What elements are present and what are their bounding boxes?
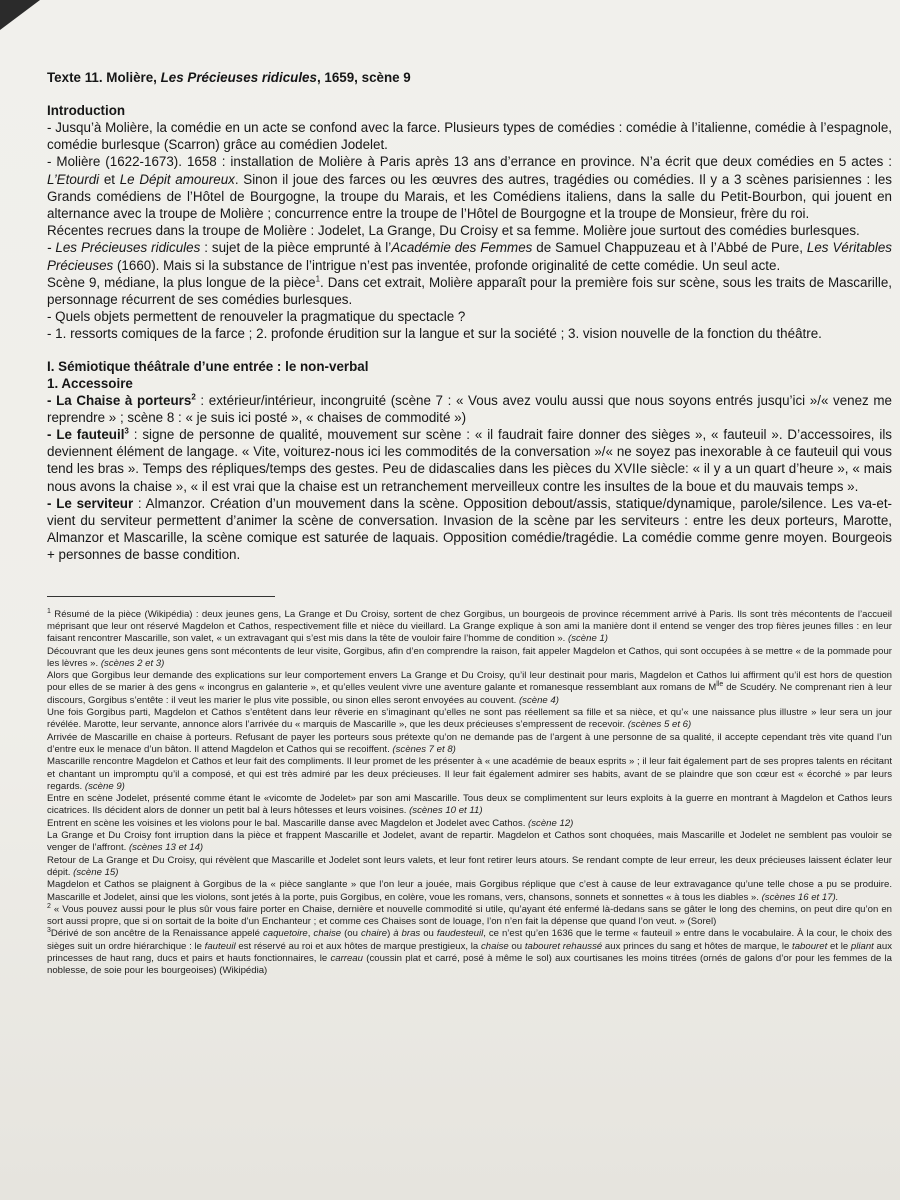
footnote-ref-1[interactable]: 1 <box>315 274 321 284</box>
footnote-2: $^2$ « Vous pouvez aussi pour le plus sûr vous faire porter en Chaise, dernière et nouvelle commodité si utile, qu’ayant été enfermé là-dedans sans se gâter le long des chemins, on peut dire qu’on en sort aussi propre, que si on sortait de la boite d’un Enchanteur ; et comme ces Chaises sont de louage, l’on n’en fait la dépense que quand l’on veut. » (Sorel) <box>47 902 892 928</box>
section-1-subheading: 1. Accessoire <box>47 375 133 391</box>
footnote-1-scene-4: Alors que Gorgibus leur demande des explications sur leur comportement envers La Grange et Du Croisy, qu’il leur destinait pour maris, Magdelon et Cathos lui affirment qu’il est hors de question pour elles de se marier à des gens « incongrus en galanterie », et qu’elles veulent vivre une aventure galante et romanesque ressemblant aux romans de $M^{lle}$ de Scudéry. Ne comprenant rien à leur discours, Gorgibus s’entête : il veut les marier le plus vite possible, ou sinon elles seront envoyées au couvent. (scène 4) <box>47 670 892 706</box>
intro-heading: Introduction <box>47 103 126 118</box>
footnote-1-scenes-10-11: Entre en scène Jodelet, présenté comme étant le «vicomte de Jodelet» par son ami Mascarille. Tous deux se complimentent sur leurs exploits à la guerre en montrant à Magdelon et Cathos leurs cicatrices. Ils décident alors de donner un petit bal à leurs hôtesses et leurs voisines. (scènes 10 et 11) <box>47 793 892 817</box>
chaise-paragraph: - La Chaise à porteurs$^2$ : extérieur/intérieur, incongruité (scène 7 : « Vous avez voulu aussi que nous soyons entrés jusqu’ici »/« venez me reprendre » ; scène 8 : « je suis ici posté », « chaises de commodité ») <box>47 392 892 425</box>
document-content <box>47 70 892 978</box>
page-corner-mark <box>0 0 40 30</box>
footnote-3: $^3$Dérivé de son ancêtre de la Renaissance appelé caquetoire, chaise (ou chaire) à bras ou faudesteuil, ce n’est qu’en 1636 que le terme « fauteuil » entre dans le vocabulaire. À la cour, le choix des sièges suit un ordre hiérarchique : le fauteuil est réservé au roi et aux hôtes de marque prestigieux, la chaise ou tabouret rehaussé aux princes du sang et hôtes de marque, le tabouret et le pliant aux princesses de haut rang, ducs et pairs et hauts fonctionnaires, le carreau (coussin plat et carré, posé à même le sol) aux courtisanes les moins titrées (ornés de galons d’or pour les femmes de la noblesse, de soie pour les bourgeoises) (Wikipédia) <box>47 927 893 977</box>
intro-paragraph-4: - Les Précieuses ridicules : sujet de la pièce emprunté à l’Académie des Femmes de Samuel Chappuzeau et à l’Abbé de Pure, Les Véritables Précieuses (1660). Mais si la substance de l’intrigue n’est pas inventée, profonde originalité de cette comédie. Un seul acte. <box>47 240 892 273</box>
footnote-1-scene-9: Mascarille rencontre Magdelon et Cathos et leur fait des compliments. Il leur promet de les présenter à « une académie de beaux esprits » ; il leur fait également part de ses propres talents en récitant et chantant un impromptu qu’il a composé, et qui est très admiré par les deux précieuses. Il leur fait également admirer ses habits, avant de se plaindre que son cœur est « écorché » par leurs regards. (scène 9) <box>47 756 892 792</box>
footnote-ref-2[interactable]: 2 <box>191 392 196 402</box>
document-title: Texte 11. Molière, Les Précieuses ridicules, 1659, scène 9 <box>47 70 411 85</box>
footnote-1-scene-15: Retour de La Grange et Du Croisy, qui révèlent que Mascarille et Jodelet sont leurs valets, et leur font retirer leurs atours. Se rendant compte de leur erreur, les deux précieuses laissent éclater leur dépit. (scène 15) <box>47 854 892 878</box>
intro-paragraph-3: Récentes recrues dans la troupe de Molière : Jodelet, La Grange, Du Croisy et sa femme. Molière joue surtout des comédies burlesques. <box>47 223 860 239</box>
serviteur-paragraph: - Le serviteur : Almanzor. Création d’un mouvement dans la scène. Opposition debout/assis, statique/dynamique, parole/silence. Les va-et-vient du serviteur permettent d’animer la scène de conversation. Invasion de la scène par les serviteurs : entre les deux porteurs, Marotte, Almanzor et Mascarille, la scène comique est saturée de laquais. Opposition comédie/tragédie. La comédie comme genre moyen. Bourgeois + personnes de basse condition. <box>47 495 892 563</box>
intro-paragraph-1: - Jusqu’à Molière, la comédie en un acte se confond avec la farce. Plusieurs types de comédies : comédie à l’italienne, comédie à l’espagnole, comédie burlesque (Scarron) grâce au comédien Jodelet. <box>47 120 892 153</box>
footnote-1-scene-12: Entrent en scène les voisines et les violons pour le bal. Mascarille danse avec Magdelon et Jodelet avec Cathos. (scène 12) <box>47 817 574 829</box>
intro-paragraph-5: Scène 9, médiane, la plus longue de la pièce$^1$. Dans cet extrait, Molière apparaît pour la première fois sur scène, sous les traits de Mascarille, personnage récurrent de ses comédies burlesques. <box>47 274 892 308</box>
intro-plan: - 1. ressorts comiques de la farce ; 2. profonde érudition sur la langue et sur la société ; 3. vision nouvelle de la fonction du théâtre. <box>47 326 822 342</box>
intro-question: - Quels objets permettent de renouveler la pragmatique du spectacle ? <box>47 309 466 325</box>
footnote-1-scenes-7-8: Arrivée de Mascarille en chaise à porteurs. Refusant de payer les porteurs sous prétexte qu’on ne demande pas de l’argent à une personne de sa qualité, il accepte cependant très vite quand l’un d’entre eux le menace d’un bâton. Il attend Magdelon et Cathos qui se recoiffent. (scènes 7 et 8) <box>47 731 892 755</box>
footnote-ref-3[interactable]: 3 <box>124 426 129 436</box>
footnotes <box>47 609 892 978</box>
fauteuil-paragraph: - Le fauteuil$^3$ : signe de personne de qualité, mouvement sur scène : « il faudrait faire donner des sièges », « fauteuil ». D’accessoires, ils deviennent élément de langage. « Vite, voiturez-nous ici les commodités de la conversation »/« ne soyez pas inexorable à ce fauteuil qui vous tend les bras ». Temps des répliques/temps des gestes. Peu de didascalies dans les pièces du XVIIe siècle: « il y a un quart d’heure », « mais nous avons la chaise », « il est vrai que la chaise est un retranchement merveilleux contre les insultes de la boue et du mauvais temps ». <box>47 426 892 494</box>
footnote-1-scenes-13-14: La Grange et Du Croisy font irruption dans la pièce et frappent Mascarille et Jodelet, avant de repartir. Magdelon et Cathos sont choquées, mais Mascarille et Jodelet ne semblent pas vouloir se venger de l’affront. (scènes 13 et 14) <box>47 830 892 854</box>
section-1-heading: I. Sémiotique théâtrale d’une entrée : le non-verbal <box>47 358 369 374</box>
footnote-1-scenes-5-6: Une fois Gorgibus parti, Magdelon et Cathos s’entêtent dans leur rêverie en s’imaginant qu’elles ne sont pas réellement sa fille et sa nièce, et qu’« une naissance plus illustre » leur sera un jour révélée. Marotte, leur servante, annonce alors l’arrivée du « marquis de Mascarille », que les deux précieuses s’empressent de recevoir. (scènes 5 et 6) <box>47 707 892 731</box>
footnote-1: $^1$ Résumé de la pièce (Wikipédia) : deux jeunes gens, La Grange et Du Croisy, sortent de chez Gorgibus, un bourgeois de province récemment arrivé à Paris. Ils sont très mécontents de l’accueil méprisant que leur ont réservé Magdelon et Cathos, respectivement fille et nièce du vieillard. La Grange explique à son ami la manière dont il entend se venger des trop fières jeunes filles : en leur faisant rencontrer Mascarille, son valet, « un extravagant qui s’est mis dans la tête de vouloir faire l’homme de condition ». (scène 1) <box>47 607 892 645</box>
intro-paragraph-2: - Molière (1622-1673). 1658 : installation de Molière à Paris après 13 ans d’errance en province. N’a écrit que deux comédies en 5 actes : L’Etourdi et Le Dépit amoureux. Sinon il joue des farces ou les œuvres des autres, tragédies ou comédies. Il y a 3 scènes parisiennes : les Grands comédiens de l’Hôtel de Bourgogne, la troupe du Marais, et les Comédiens italiens, dans la salle du Petit-Bourbon, qui jouent en alternance avec la troupe de Molière ; concurrence entre la troupe de l’Hôtel de Bourgogne et la troupe de Monsieur, frère du roi. <box>47 154 893 222</box>
footnote-separator <box>47 596 275 597</box>
footnote-1-scenes-16-17: Magdelon et Cathos se plaignent à Gorgibus de la « pièce sanglante » que l’on leur a jouée, mais Gorgibus réplique que c’est à cause de leur extravagance qu’une telle chose a pu se produire. Mascarille et Jodelet, ainsi que les violons, sont jetés à la porte, puis Gorgibus, en colère, voue les romans, vers, chansons, sonnets et sonnettes « à tous les diables ». (scènes 16 et 17). <box>47 879 892 903</box>
footnote-1-scenes-2-3: Découvrant que les deux jeunes gens sont mécontents de leur visite, Gorgibus, afin d’en comprendre la raison, fait appeler Magdelon et Cathos, qui sont occupées à se mettre « de la pommade pour les lèvres ». (scènes 2 et 3) <box>47 645 892 669</box>
